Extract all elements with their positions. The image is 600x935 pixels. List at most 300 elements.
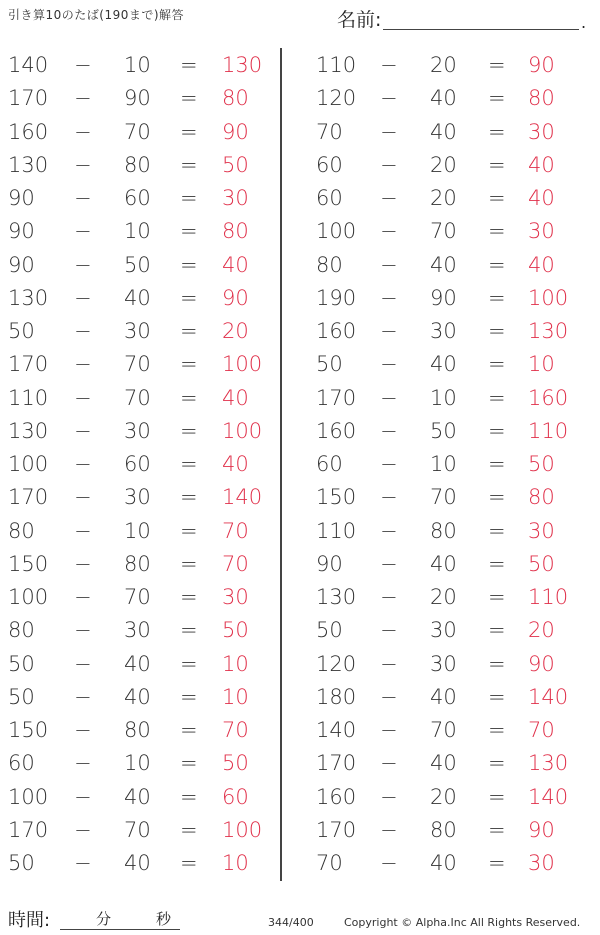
subtrahend: 90	[430, 285, 457, 310]
equals-sign: =	[488, 485, 506, 510]
left-problem-column	[0, 49, 280, 880]
minuend: 100	[8, 452, 49, 476]
answer: 60	[222, 784, 249, 809]
subtrahend: 20	[430, 784, 457, 809]
answer: 90	[528, 651, 555, 676]
equals-sign: =	[180, 817, 198, 842]
problem-row	[302, 781, 582, 814]
problem-row	[302, 847, 582, 880]
subtrahend: 40	[430, 684, 457, 709]
column-divider	[280, 48, 282, 881]
subtrahend: 20	[430, 152, 457, 177]
answer: 50	[222, 751, 249, 776]
problem-row	[302, 282, 582, 315]
answer: 140	[528, 784, 569, 809]
minuend: 50	[316, 618, 343, 643]
problem-row	[302, 548, 582, 581]
subtrahend: 40	[430, 119, 457, 144]
problem-row	[302, 215, 582, 248]
minus-sign: −	[74, 651, 92, 676]
subtrahend: 10	[124, 751, 151, 776]
answer: 40	[528, 186, 555, 210]
equals-sign: =	[488, 53, 506, 77]
answer: 30	[528, 119, 555, 144]
problem-row	[0, 415, 280, 448]
equals-sign: =	[180, 285, 198, 310]
subtrahend: 30	[124, 319, 151, 343]
minuend: 90	[316, 551, 343, 576]
problem-row	[0, 315, 280, 348]
subtrahend: 70	[124, 119, 151, 144]
equals-sign: =	[180, 319, 198, 343]
problem-row	[0, 348, 280, 381]
answer: 140	[222, 485, 263, 510]
minuend: 150	[8, 551, 49, 576]
problem-row	[0, 182, 280, 215]
seconds-label: 秒	[156, 910, 172, 928]
answer: 50	[528, 452, 555, 476]
minuend: 170	[8, 485, 49, 510]
equals-sign: =	[488, 684, 506, 709]
equals-sign: =	[180, 784, 198, 809]
equals-sign: =	[488, 618, 506, 643]
problem-row	[0, 714, 280, 747]
minus-sign: −	[380, 485, 398, 510]
subtrahend: 30	[430, 651, 457, 676]
minus-sign: −	[74, 485, 92, 510]
minus-sign: −	[380, 186, 398, 210]
answer: 30	[528, 518, 555, 543]
minuend: 170	[8, 352, 49, 377]
answer: 80	[528, 86, 555, 111]
minuend: 130	[8, 285, 49, 310]
equals-sign: =	[488, 851, 506, 875]
problem-row	[302, 448, 582, 481]
answer: 160	[528, 385, 569, 410]
equals-sign: =	[488, 651, 506, 676]
minus-sign: −	[380, 452, 398, 476]
minus-sign: −	[74, 285, 92, 310]
answer: 130	[528, 751, 569, 776]
minuend: 50	[8, 319, 35, 343]
minus-sign: −	[74, 684, 92, 709]
minus-sign: −	[380, 718, 398, 742]
equals-sign: =	[488, 86, 506, 111]
answer: 70	[528, 718, 555, 742]
minus-sign: −	[74, 452, 92, 476]
subtrahend: 40	[430, 86, 457, 111]
answer: 20	[528, 618, 555, 643]
answer: 100	[222, 418, 263, 443]
answer: 80	[222, 219, 249, 244]
minus-sign: −	[380, 585, 398, 609]
subtrahend: 70	[124, 352, 151, 377]
answer: 90	[222, 285, 249, 310]
minus-sign: −	[380, 152, 398, 177]
page-number: 344/400	[268, 916, 314, 929]
minuend: 110	[316, 53, 357, 77]
equals-sign: =	[488, 385, 506, 410]
minuend: 160	[316, 418, 357, 443]
minus-sign: −	[380, 684, 398, 709]
answer: 30	[222, 585, 249, 609]
subtrahend: 60	[124, 452, 151, 476]
subtrahend: 70	[430, 219, 457, 244]
minuend: 80	[316, 252, 343, 277]
equals-sign: =	[180, 851, 198, 875]
answer: 50	[222, 152, 249, 177]
minuend: 70	[316, 119, 343, 144]
minuend: 170	[316, 751, 357, 776]
answer: 70	[222, 718, 249, 742]
minus-sign: −	[380, 119, 398, 144]
equals-sign: =	[488, 152, 506, 177]
minuend: 90	[8, 219, 35, 244]
problem-row	[0, 548, 280, 581]
answer: 70	[222, 551, 249, 576]
minuend: 140	[316, 718, 357, 742]
minuend: 50	[8, 684, 35, 709]
problem-row	[302, 614, 582, 647]
problem-row	[302, 182, 582, 215]
minus-sign: −	[74, 152, 92, 177]
equals-sign: =	[180, 618, 198, 643]
equals-sign: =	[180, 751, 198, 776]
minus-sign: −	[380, 385, 398, 410]
problem-row	[302, 515, 582, 548]
equals-sign: =	[488, 252, 506, 277]
subtrahend: 40	[124, 285, 151, 310]
equals-sign: =	[488, 319, 506, 343]
problem-row	[0, 681, 280, 714]
equals-sign: =	[488, 718, 506, 742]
minuend: 100	[8, 784, 49, 809]
problem-row	[302, 348, 582, 381]
problem-row	[302, 481, 582, 514]
minus-sign: −	[74, 817, 92, 842]
problem-row	[302, 714, 582, 747]
name-underline	[383, 29, 579, 30]
equals-sign: =	[488, 119, 506, 144]
minuend: 130	[8, 418, 49, 443]
name-field	[337, 5, 587, 31]
equals-sign: =	[180, 219, 198, 244]
problem-row	[0, 515, 280, 548]
problem-row	[0, 614, 280, 647]
subtrahend: 70	[430, 718, 457, 742]
subtrahend: 30	[430, 319, 457, 343]
time-field	[8, 906, 178, 932]
problem-row	[302, 415, 582, 448]
minus-sign: −	[380, 418, 398, 443]
equals-sign: =	[180, 119, 198, 144]
problem-row	[302, 315, 582, 348]
minuend: 160	[316, 319, 357, 343]
minus-sign: −	[380, 219, 398, 244]
subtrahend: 40	[430, 551, 457, 576]
answer: 90	[528, 53, 555, 77]
problem-row	[302, 581, 582, 614]
minus-sign: −	[380, 551, 398, 576]
minuend: 120	[316, 86, 357, 111]
subtrahend: 40	[430, 352, 457, 377]
minus-sign: −	[74, 186, 92, 210]
equals-sign: =	[180, 684, 198, 709]
name-label: 名前:	[337, 9, 382, 31]
time-underline	[60, 929, 180, 930]
subtrahend: 30	[124, 618, 151, 643]
name-end-dot: .	[581, 13, 587, 32]
subtrahend: 70	[124, 585, 151, 609]
minuend: 190	[316, 285, 357, 310]
problem-row	[302, 82, 582, 115]
equals-sign: =	[488, 418, 506, 443]
equals-sign: =	[180, 53, 198, 77]
minuend: 170	[8, 817, 49, 842]
problem-row	[0, 648, 280, 681]
problem-row	[0, 149, 280, 182]
problem-row	[302, 814, 582, 847]
problem-row	[302, 249, 582, 282]
equals-sign: =	[180, 551, 198, 576]
minuend: 50	[8, 851, 35, 875]
problem-row	[0, 116, 280, 149]
minus-sign: −	[380, 285, 398, 310]
problem-row	[302, 747, 582, 780]
answer: 80	[222, 86, 249, 111]
subtrahend: 90	[124, 86, 151, 111]
minuend: 60	[316, 452, 343, 476]
equals-sign: =	[180, 518, 198, 543]
problem-row	[302, 681, 582, 714]
subtrahend: 80	[430, 518, 457, 543]
answer: 100	[528, 285, 569, 310]
right-problem-column	[302, 49, 582, 880]
minus-sign: −	[380, 518, 398, 543]
answer: 40	[222, 385, 249, 410]
answer: 90	[222, 119, 249, 144]
minuend: 150	[8, 718, 49, 742]
minus-sign: −	[380, 86, 398, 111]
subtrahend: 40	[430, 751, 457, 776]
minuend: 110	[8, 385, 49, 410]
subtrahend: 20	[430, 186, 457, 210]
subtrahend: 50	[430, 418, 457, 443]
minus-sign: −	[74, 219, 92, 244]
answer: 10	[222, 851, 249, 875]
subtrahend: 80	[430, 817, 457, 842]
answer: 10	[528, 352, 555, 377]
equals-sign: =	[180, 418, 198, 443]
equals-sign: =	[488, 751, 506, 776]
minus-sign: −	[74, 53, 92, 77]
subtrahend: 60	[124, 186, 151, 210]
worksheet-title: 引き算10のたば(190まで)解答	[8, 8, 185, 22]
problem-row	[0, 448, 280, 481]
problem-row	[0, 814, 280, 847]
problem-row	[0, 581, 280, 614]
minuend: 80	[8, 618, 35, 643]
problem-row	[0, 382, 280, 415]
subtrahend: 10	[124, 219, 151, 244]
problem-row	[0, 847, 280, 880]
answer: 110	[528, 418, 569, 443]
subtrahend: 30	[430, 618, 457, 643]
subtrahend: 10	[430, 385, 457, 410]
subtrahend: 10	[124, 518, 151, 543]
minus-sign: −	[74, 551, 92, 576]
subtrahend: 30	[124, 418, 151, 443]
equals-sign: =	[488, 452, 506, 476]
equals-sign: =	[488, 817, 506, 842]
answer: 30	[222, 186, 249, 210]
time-label: 時間:	[8, 910, 51, 931]
minus-sign: −	[380, 817, 398, 842]
subtrahend: 10	[430, 452, 457, 476]
problem-row	[0, 781, 280, 814]
equals-sign: =	[488, 352, 506, 377]
equals-sign: =	[180, 485, 198, 510]
equals-sign: =	[180, 718, 198, 742]
minuend: 50	[8, 651, 35, 676]
problem-row	[302, 382, 582, 415]
minuend: 160	[8, 119, 49, 144]
equals-sign: =	[180, 152, 198, 177]
equals-sign: =	[180, 585, 198, 609]
minuend: 50	[316, 352, 343, 377]
minus-sign: −	[74, 119, 92, 144]
equals-sign: =	[488, 518, 506, 543]
minus-sign: −	[74, 851, 92, 875]
minus-sign: −	[74, 252, 92, 277]
minus-sign: −	[74, 784, 92, 809]
minus-sign: −	[380, 252, 398, 277]
equals-sign: =	[488, 551, 506, 576]
subtrahend: 70	[124, 385, 151, 410]
minus-sign: −	[74, 86, 92, 111]
problem-row	[0, 481, 280, 514]
subtrahend: 20	[430, 585, 457, 609]
minus-sign: −	[74, 319, 92, 343]
equals-sign: =	[180, 651, 198, 676]
minuend: 100	[8, 585, 49, 609]
subtrahend: 20	[430, 53, 457, 77]
answer: 70	[222, 518, 249, 543]
problem-row	[0, 49, 280, 82]
minuend: 60	[316, 152, 343, 177]
minuend: 140	[8, 53, 49, 77]
answer: 30	[528, 851, 555, 875]
minus-sign: −	[74, 618, 92, 643]
equals-sign: =	[488, 585, 506, 609]
subtrahend: 40	[430, 851, 457, 875]
answer: 20	[222, 319, 249, 343]
minuend: 70	[316, 851, 343, 875]
minuend: 90	[8, 186, 35, 210]
equals-sign: =	[180, 252, 198, 277]
minuend: 180	[316, 684, 357, 709]
equals-sign: =	[180, 452, 198, 476]
minus-sign: −	[380, 851, 398, 875]
subtrahend: 40	[430, 252, 457, 277]
minus-sign: −	[380, 751, 398, 776]
minus-sign: −	[74, 418, 92, 443]
answer: 100	[222, 352, 263, 377]
answer: 40	[528, 252, 555, 277]
minus-sign: −	[74, 585, 92, 609]
answer: 50	[222, 618, 249, 643]
minuend: 170	[8, 86, 49, 111]
minuend: 150	[316, 485, 357, 510]
minus-sign: −	[74, 718, 92, 742]
minuend: 160	[316, 784, 357, 809]
minuend: 100	[316, 219, 357, 244]
subtrahend: 40	[124, 651, 151, 676]
minus-sign: −	[74, 352, 92, 377]
subtrahend: 80	[124, 718, 151, 742]
answer: 40	[222, 252, 249, 277]
subtrahend: 50	[124, 252, 151, 277]
problem-row	[302, 149, 582, 182]
copyright-notice: Copyright © Alpha.Inc All Rights Reserved.	[344, 916, 581, 929]
subtrahend: 30	[124, 485, 151, 510]
subtrahend: 80	[124, 551, 151, 576]
answer: 90	[528, 817, 555, 842]
equals-sign: =	[180, 352, 198, 377]
subtrahend: 10	[124, 53, 151, 77]
subtrahend: 70	[430, 485, 457, 510]
minuend: 90	[8, 252, 35, 277]
answer: 40	[528, 152, 555, 177]
minuend: 170	[316, 385, 357, 410]
answer: 130	[222, 53, 263, 77]
subtrahend: 40	[124, 851, 151, 875]
minuend: 60	[8, 751, 35, 776]
minuend: 60	[316, 186, 343, 210]
equals-sign: =	[180, 86, 198, 111]
answer: 30	[528, 219, 555, 244]
answer: 140	[528, 684, 569, 709]
minuend: 130	[8, 152, 49, 177]
minus-sign: −	[380, 618, 398, 643]
answer: 110	[528, 585, 569, 609]
equals-sign: =	[488, 285, 506, 310]
problem-row	[0, 82, 280, 115]
answer: 100	[222, 817, 263, 842]
answer: 40	[222, 452, 249, 476]
minuend: 170	[316, 817, 357, 842]
minus-sign: −	[74, 751, 92, 776]
minus-sign: −	[380, 651, 398, 676]
problem-row	[0, 249, 280, 282]
minuend: 130	[316, 585, 357, 609]
answer: 10	[222, 651, 249, 676]
minuend: 110	[316, 518, 357, 543]
equals-sign: =	[488, 219, 506, 244]
equals-sign: =	[488, 784, 506, 809]
answer: 10	[222, 684, 249, 709]
problem-row	[302, 49, 582, 82]
answer: 130	[528, 319, 569, 343]
minus-sign: −	[380, 319, 398, 343]
subtrahend: 40	[124, 684, 151, 709]
minuend: 80	[8, 518, 35, 543]
problem-row	[0, 747, 280, 780]
problem-row	[0, 215, 280, 248]
problem-row	[302, 648, 582, 681]
subtrahend: 40	[124, 784, 151, 809]
subtrahend: 80	[124, 152, 151, 177]
